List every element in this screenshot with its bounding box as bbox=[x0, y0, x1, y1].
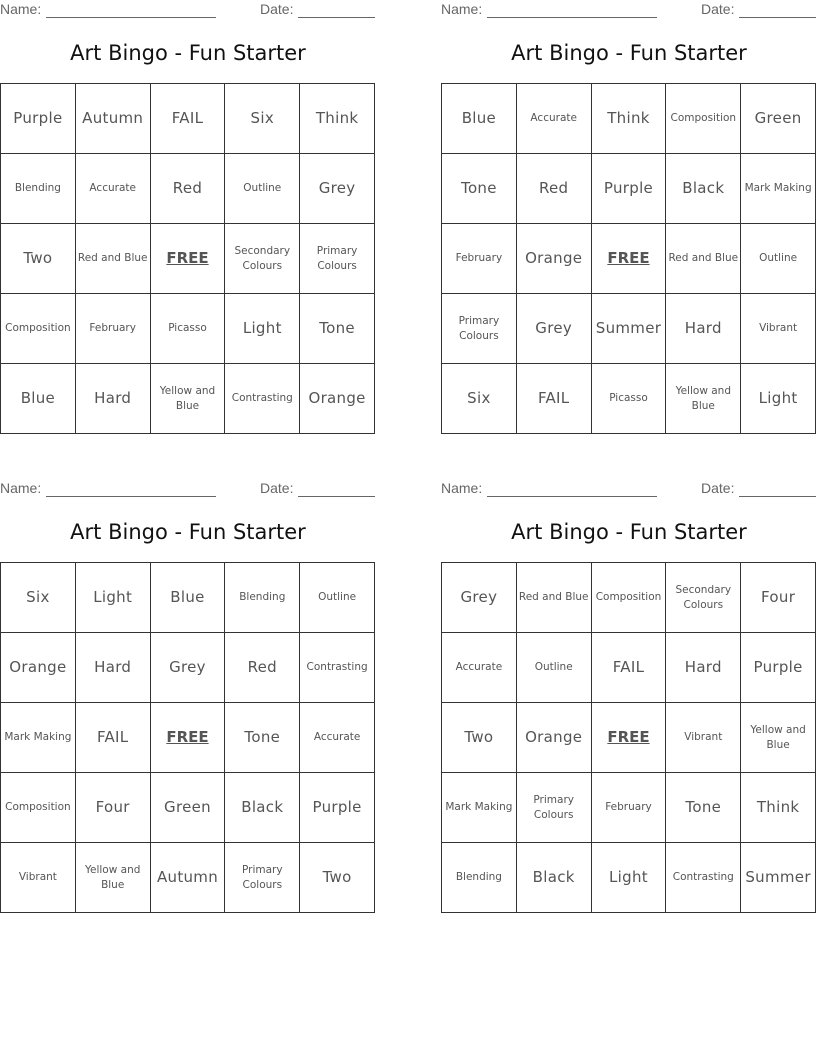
bingo-cell[interactable]: Blue bbox=[442, 84, 517, 154]
free-space-cell[interactable]: FREE bbox=[591, 224, 666, 294]
bingo-cell[interactable]: Primary Colours bbox=[300, 224, 375, 294]
date-label: Date: bbox=[260, 1, 294, 17]
date-label: Date: bbox=[260, 480, 294, 496]
name-label: Name: bbox=[0, 1, 42, 17]
bingo-cell[interactable]: Blending bbox=[225, 563, 300, 633]
bingo-row bbox=[1, 843, 375, 913]
bingo-cell[interactable]: Autumn bbox=[75, 84, 150, 154]
bingo-cell[interactable]: Black bbox=[516, 843, 591, 913]
bingo-cell[interactable]: Yellow and Blue bbox=[75, 843, 150, 913]
bingo-cell[interactable]: Blue bbox=[150, 563, 225, 633]
bingo-cell[interactable]: February bbox=[591, 773, 666, 843]
date-blank-line[interactable] bbox=[298, 17, 375, 18]
bingo-cell[interactable]: Contrasting bbox=[666, 843, 741, 913]
bingo-cell[interactable]: Hard bbox=[666, 294, 741, 364]
bingo-cell[interactable]: Autumn bbox=[150, 843, 225, 913]
bingo-cell[interactable]: Purple bbox=[741, 633, 816, 703]
bingo-cell[interactable]: Light bbox=[741, 364, 816, 434]
bingo-card-1 bbox=[0, 0, 376, 440]
name-blank-line[interactable] bbox=[487, 17, 657, 18]
bingo-row bbox=[442, 294, 816, 364]
bingo-grid bbox=[0, 83, 375, 434]
bingo-card-4 bbox=[441, 479, 816, 919]
bingo-cell[interactable]: Picasso bbox=[591, 364, 666, 434]
bingo-cell[interactable]: Primary Colours bbox=[225, 843, 300, 913]
date-label: Date: bbox=[701, 1, 735, 17]
bingo-grid bbox=[0, 562, 375, 913]
bingo-cell[interactable]: Red bbox=[225, 633, 300, 703]
bingo-cell[interactable]: Tone bbox=[666, 773, 741, 843]
bingo-row bbox=[1, 84, 375, 154]
bingo-cell[interactable]: Blue bbox=[1, 364, 76, 434]
bingo-cell[interactable]: Accurate bbox=[516, 84, 591, 154]
bingo-cell[interactable]: Grey bbox=[442, 563, 517, 633]
date-blank-line[interactable] bbox=[739, 17, 816, 18]
bingo-cell[interactable]: Think bbox=[741, 773, 816, 843]
name-date-bar bbox=[0, 480, 376, 498]
name-blank-line[interactable] bbox=[46, 17, 216, 18]
bingo-cell[interactable]: Green bbox=[150, 773, 225, 843]
bingo-cell[interactable]: Two bbox=[300, 843, 375, 913]
bingo-grid bbox=[441, 83, 816, 434]
bingo-cell[interactable]: Red and Blue bbox=[666, 224, 741, 294]
bingo-cell[interactable]: Purple bbox=[300, 773, 375, 843]
bingo-cell[interactable]: Accurate bbox=[300, 703, 375, 773]
bingo-cell[interactable]: Tone bbox=[442, 154, 517, 224]
bingo-cell[interactable]: Four bbox=[75, 773, 150, 843]
bingo-row bbox=[1, 703, 375, 773]
bingo-cell[interactable]: Outline bbox=[225, 154, 300, 224]
bingo-cell[interactable]: Composition bbox=[1, 294, 76, 364]
bingo-cell[interactable]: Outline bbox=[516, 633, 591, 703]
bingo-cell[interactable]: Mark Making bbox=[741, 154, 816, 224]
bingo-cell[interactable]: FAIL bbox=[75, 703, 150, 773]
bingo-cell[interactable]: Six bbox=[442, 364, 517, 434]
bingo-cell[interactable]: Light bbox=[591, 843, 666, 913]
bingo-cell[interactable]: Vibrant bbox=[666, 703, 741, 773]
bingo-cell[interactable]: Summer bbox=[591, 294, 666, 364]
bingo-card-2 bbox=[441, 0, 816, 440]
bingo-row bbox=[1, 364, 375, 434]
bingo-cell[interactable]: Think bbox=[300, 84, 375, 154]
bingo-cell[interactable]: Hard bbox=[666, 633, 741, 703]
bingo-cell[interactable]: Blending bbox=[442, 843, 517, 913]
bingo-cell[interactable]: Orange bbox=[516, 224, 591, 294]
bingo-cell[interactable]: Light bbox=[225, 294, 300, 364]
bingo-cell[interactable]: Grey bbox=[150, 633, 225, 703]
bingo-cell[interactable]: Vibrant bbox=[741, 294, 816, 364]
bingo-row bbox=[442, 633, 816, 703]
bingo-row bbox=[1, 294, 375, 364]
bingo-cell[interactable]: Red and Blue bbox=[516, 563, 591, 633]
bingo-cell[interactable]: Orange bbox=[516, 703, 591, 773]
bingo-cell[interactable]: Black bbox=[666, 154, 741, 224]
bingo-cell[interactable]: Contrasting bbox=[225, 364, 300, 434]
date-blank-line[interactable] bbox=[739, 496, 816, 497]
bingo-cell[interactable]: Hard bbox=[75, 633, 150, 703]
bingo-cell[interactable]: Red bbox=[516, 154, 591, 224]
name-label: Name: bbox=[0, 480, 42, 496]
bingo-cell[interactable]: Mark Making bbox=[1, 703, 76, 773]
bingo-row bbox=[442, 364, 816, 434]
name-label: Name: bbox=[441, 1, 483, 17]
bingo-cell[interactable]: Yellow and Blue bbox=[666, 364, 741, 434]
bingo-row bbox=[1, 633, 375, 703]
bingo-cell[interactable]: Picasso bbox=[150, 294, 225, 364]
bingo-row bbox=[1, 154, 375, 224]
bingo-row bbox=[442, 84, 816, 154]
bingo-cell[interactable]: Yellow and Blue bbox=[741, 703, 816, 773]
bingo-cell[interactable]: February bbox=[442, 224, 517, 294]
bingo-cell[interactable]: Red bbox=[150, 154, 225, 224]
bingo-cell[interactable]: Yellow and Blue bbox=[150, 364, 225, 434]
bingo-cell[interactable]: Two bbox=[1, 224, 76, 294]
name-blank-line[interactable] bbox=[46, 496, 216, 497]
card-title: Art Bingo - Fun Starter bbox=[70, 41, 306, 65]
name-date-bar bbox=[0, 1, 376, 19]
bingo-cell[interactable]: Four bbox=[741, 563, 816, 633]
bingo-cell[interactable]: Secondary Colours bbox=[666, 563, 741, 633]
name-label: Name: bbox=[441, 480, 483, 496]
bingo-cell[interactable]: Composition bbox=[1, 773, 76, 843]
bingo-cell[interactable]: Primary Colours bbox=[516, 773, 591, 843]
free-space-cell[interactable]: FREE bbox=[150, 703, 225, 773]
bingo-cell[interactable]: Two bbox=[442, 703, 517, 773]
bingo-cell[interactable]: Composition bbox=[666, 84, 741, 154]
bingo-row bbox=[1, 224, 375, 294]
bingo-cell[interactable]: Six bbox=[225, 84, 300, 154]
bingo-row bbox=[442, 563, 816, 633]
bingo-cell[interactable]: FAIL bbox=[150, 84, 225, 154]
bingo-cell[interactable]: Orange bbox=[300, 364, 375, 434]
bingo-row bbox=[442, 703, 816, 773]
bingo-cell[interactable]: Blending bbox=[1, 154, 76, 224]
bingo-row bbox=[442, 773, 816, 843]
bingo-cell[interactable]: Accurate bbox=[75, 154, 150, 224]
bingo-cell[interactable]: Hard bbox=[75, 364, 150, 434]
bingo-row bbox=[442, 224, 816, 294]
bingo-cell[interactable]: Grey bbox=[300, 154, 375, 224]
bingo-row bbox=[1, 563, 375, 633]
card-title: Art Bingo - Fun Starter bbox=[70, 520, 306, 544]
bingo-cell[interactable]: Outline bbox=[741, 224, 816, 294]
bingo-cell[interactable]: Primary Colours bbox=[442, 294, 517, 364]
bingo-cell[interactable]: Green bbox=[741, 84, 816, 154]
bingo-cell[interactable]: Purple bbox=[1, 84, 76, 154]
bingo-cell[interactable]: Black bbox=[225, 773, 300, 843]
bingo-grid bbox=[441, 562, 816, 913]
bingo-cell[interactable]: Summer bbox=[741, 843, 816, 913]
bingo-row bbox=[442, 154, 816, 224]
bingo-cell[interactable]: Tone bbox=[300, 294, 375, 364]
bingo-cell[interactable]: FAIL bbox=[591, 633, 666, 703]
bingo-cell[interactable]: FAIL bbox=[516, 364, 591, 434]
bingo-cell[interactable]: Accurate bbox=[442, 633, 517, 703]
bingo-cell[interactable]: Think bbox=[591, 84, 666, 154]
bingo-cell[interactable]: Mark Making bbox=[442, 773, 517, 843]
name-date-bar bbox=[441, 1, 816, 19]
bingo-card-3 bbox=[0, 479, 376, 919]
date-blank-line[interactable] bbox=[298, 496, 375, 497]
bingo-cell[interactable]: Purple bbox=[591, 154, 666, 224]
bingo-cell[interactable]: Contrasting bbox=[300, 633, 375, 703]
card-title: Art Bingo - Fun Starter bbox=[511, 41, 747, 65]
free-space-cell[interactable]: FREE bbox=[591, 703, 666, 773]
bingo-cell[interactable]: Grey bbox=[516, 294, 591, 364]
card-title: Art Bingo - Fun Starter bbox=[511, 520, 747, 544]
bingo-row bbox=[442, 843, 816, 913]
bingo-cell[interactable]: Six bbox=[1, 563, 76, 633]
bingo-cell[interactable]: Red and Blue bbox=[75, 224, 150, 294]
bingo-cell[interactable]: Tone bbox=[225, 703, 300, 773]
bingo-cell[interactable]: Secondary Colours bbox=[225, 224, 300, 294]
bingo-cell[interactable]: Light bbox=[75, 563, 150, 633]
bingo-cell[interactable]: Outline bbox=[300, 563, 375, 633]
bingo-cell[interactable]: February bbox=[75, 294, 150, 364]
name-date-bar bbox=[441, 480, 816, 498]
date-label: Date: bbox=[701, 480, 735, 496]
bingo-cell[interactable]: Vibrant bbox=[1, 843, 76, 913]
name-blank-line[interactable] bbox=[487, 496, 657, 497]
free-space-cell[interactable]: FREE bbox=[150, 224, 225, 294]
bingo-cell[interactable]: Orange bbox=[1, 633, 76, 703]
bingo-cell[interactable]: Composition bbox=[591, 563, 666, 633]
bingo-row bbox=[1, 773, 375, 843]
